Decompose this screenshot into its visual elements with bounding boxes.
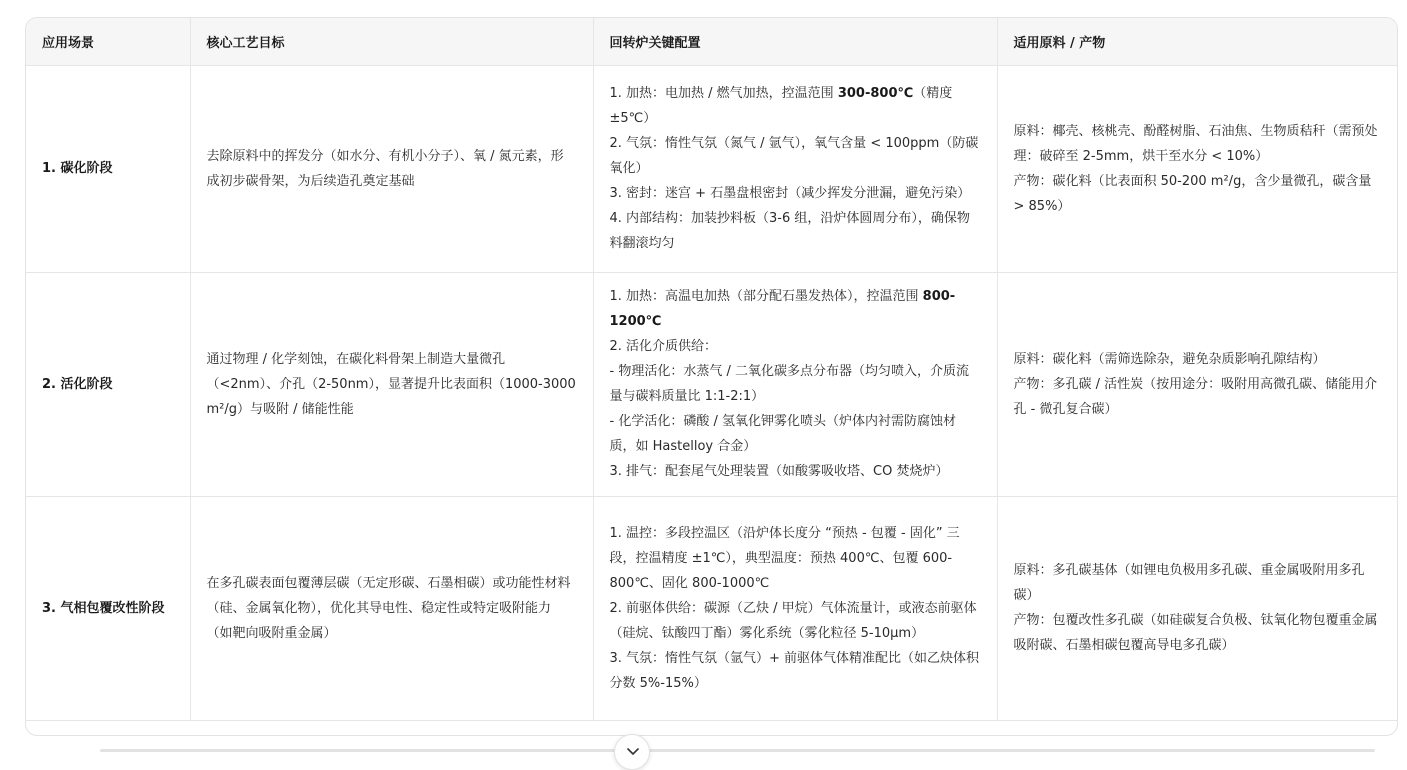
scroll-down-button[interactable] xyxy=(614,734,650,770)
material-line: 产物：包覆改性多孔碳（如硅碳复合负极、钛氧化物包覆重金属吸附碳、石墨相碳包覆高导电多孔碳） xyxy=(1013,613,1378,653)
header-material: 适用原料 / 产物 xyxy=(997,18,1398,65)
stage-cell: 1. 碳化阶段 xyxy=(26,65,190,272)
config-line: 3. 排气：配套尾气处理装置（如酸雾吸收塔、CO 焚烧炉） xyxy=(609,464,949,479)
config-highlight: 300-800℃ xyxy=(837,86,914,101)
horizontal-scrollbar[interactable] xyxy=(100,749,1375,752)
material-line: 产物：碳化料（比表面积 50-200 m²/g，含少量微孔，碳含量 > 85%） xyxy=(1013,173,1372,214)
material-line: 原料：多孔碳基体（如锂电负极用多孔碳、重金属吸附用多孔碳） xyxy=(1013,563,1365,603)
process-table xyxy=(26,18,1398,721)
config-line xyxy=(610,284,981,334)
header-scenario: 应用场景 xyxy=(26,18,190,65)
config-line: 2. 气氛：惰性气氛（氮气 / 氩气），氧气含量 < 100ppm（防碳氧化） xyxy=(609,136,979,176)
table-row xyxy=(26,496,1398,720)
material-line: 产物：多孔碳 / 活性炭（按用途分：吸附用高微孔碳、储能用介孔 - 微孔复合碳） xyxy=(1013,376,1378,417)
config-cell xyxy=(593,496,997,720)
material-line: 原料：椰壳、核桃壳、酚醛树脂、石油焦、生物质秸秆（需预处理：破碎至 2-5mm，烘干至水分 < 10%） xyxy=(1013,123,1378,164)
material-cell xyxy=(997,272,1398,496)
config-line: 1. 温控：多段控温区（沿炉体长度分 “预热 - 包覆 - 固化” 三段，控温精度 ±1℃），典型温度：预热 400℃、包覆 600-800℃、固化 800-1000℃ xyxy=(609,525,960,591)
config-cell xyxy=(593,65,997,272)
content-table-container xyxy=(25,17,1398,736)
config-text: 1. 加热：高温电加热（部分配石墨发热体），控温范围 xyxy=(609,289,923,304)
goal-cell: 通过物理 / 化学刻蚀，在碳化料骨架上制造大量微孔（<2nm）、介孔（2-50nm），显著提升比表面积（1000-3000 m²/g）与吸附 / 储能性能 xyxy=(190,272,593,496)
config-line: - 物理活化：水蒸气 / 二氧化碳多点分布器（均匀喷入，介质流量与碳料质量比 1:1-2:1） xyxy=(609,364,969,404)
config-line: 2. 前驱体供给：碳源（乙炔 / 甲烷）气体流量计，或液态前驱体（硅烷、钛酸四丁酯）雾化系统（雾化粒径 5-10μm） xyxy=(609,600,977,641)
header-goal: 核心工艺目标 xyxy=(190,18,593,65)
goal-cell: 在多孔碳表面包覆薄层碳（无定形碳、石墨相碳）或功能性材料（硅、金属氧化物），优化其导电性、稳定性或特定吸附能力（如靶向吸附重金属） xyxy=(190,496,593,720)
config-line: 3. 气氛：惰性气氛（氩气）+ 前驱体气体精准配比（如乙炔体积分数 5%-15%） xyxy=(609,650,980,691)
config-text: （精度 ±5℃） xyxy=(609,86,953,126)
config-text: 1. 加热：电加热 / 燃气加热，控温范围 xyxy=(609,86,838,101)
goal-cell: 去除原料中的挥发分（如水分、有机小分子）、氧 / 氮元素，形成初步碳骨架，为后续造孔奠定基础 xyxy=(190,65,593,272)
config-line xyxy=(610,81,981,131)
config-line: 2. 活化介质供给： xyxy=(609,339,718,354)
config-highlight: 800-1200℃ xyxy=(609,289,956,329)
table-header-row xyxy=(26,18,1398,65)
material-cell xyxy=(997,65,1398,272)
table-row xyxy=(26,272,1398,496)
header-config: 回转炉关键配置 xyxy=(593,18,997,65)
config-line: 4. 内部结构：加装抄料板（3-6 组，沿炉体圆周分布），确保物料翻滚均匀 xyxy=(609,211,970,251)
stage-cell: 2. 活化阶段 xyxy=(26,272,190,496)
config-line: - 化学活化：磷酸 / 氢氧化钾雾化喷头（炉体内衬需防腐蚀材质，如 Hastelloy 合金） xyxy=(609,414,956,454)
config-cell xyxy=(593,272,997,496)
table-row xyxy=(26,65,1398,272)
config-line: 3. 密封：迷宫 + 石墨盘根密封（减少挥发分泄漏，避免污染） xyxy=(609,186,971,201)
chevron-down-icon xyxy=(626,744,640,758)
material-line: 原料：碳化料（需筛选除杂，避免杂质影响孔隙结构） xyxy=(1013,351,1326,367)
stage-cell: 3. 气相包覆改性阶段 xyxy=(26,496,190,720)
material-cell xyxy=(997,496,1398,720)
